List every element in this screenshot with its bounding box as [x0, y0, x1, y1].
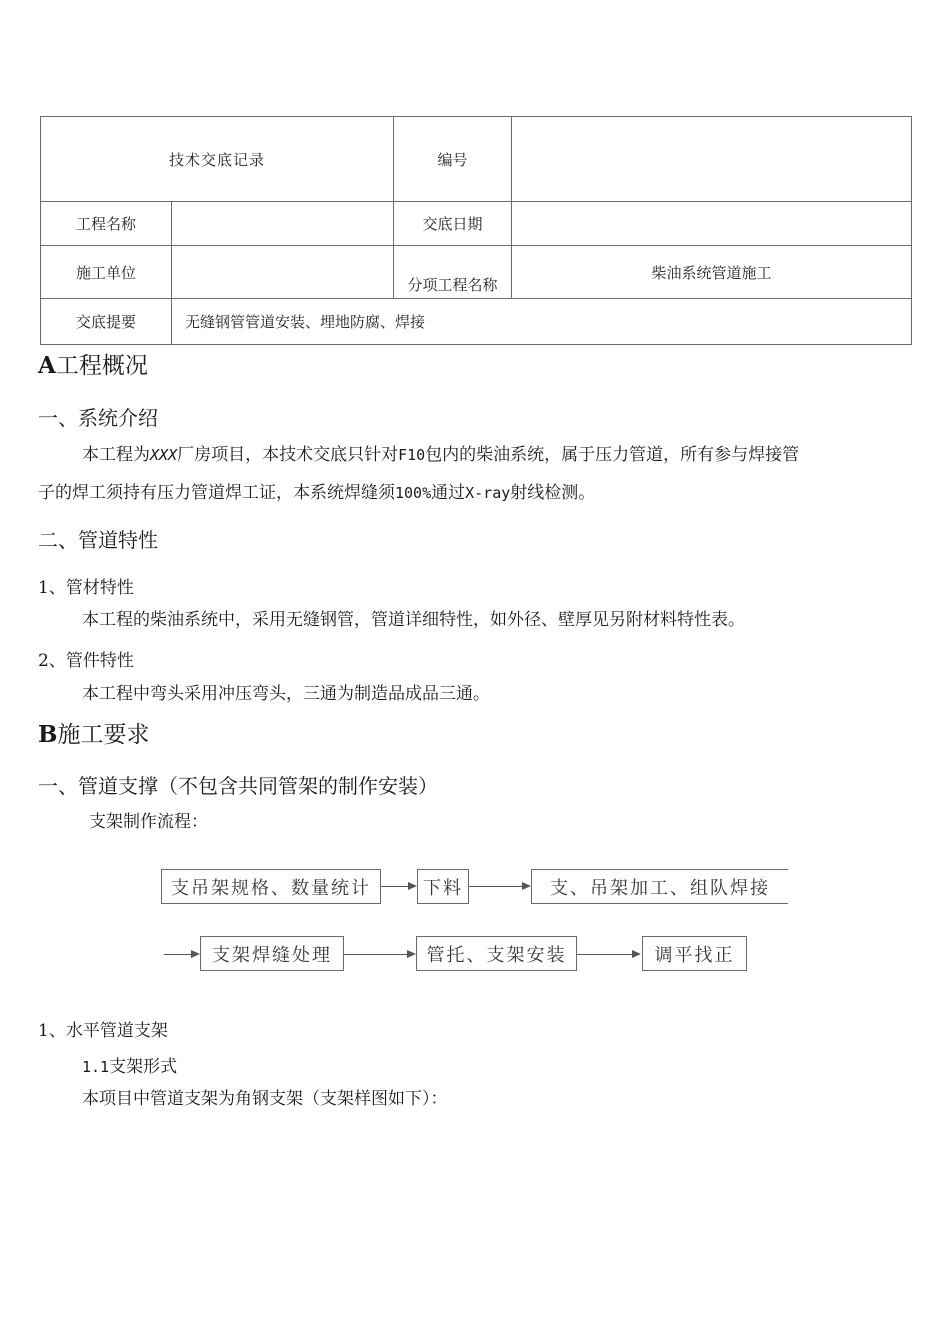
inspection-percent: 100%: [395, 484, 432, 502]
number-label: 编号: [394, 117, 512, 202]
flow-step-weld-treatment: 支架焊缝处理: [200, 936, 344, 971]
section-b-heading: [38, 716, 149, 749]
system-intro-line2: 子的焊工须持有压力管道焊工证，本系统焊缝须100%通过X-ray射线检测。: [38, 483, 596, 503]
contractor-label: 施工单位: [41, 246, 172, 299]
support-form-text: 本项目中管道支架为角钢支架（支架样图如下）：: [82, 1089, 448, 1109]
section-a-title: 工程概况: [55, 353, 148, 379]
flow-arrow-icon: [407, 950, 416, 958]
subitem-label: 分项工程名称: [394, 246, 512, 299]
contractor-value: [172, 246, 394, 299]
fittings-heading: 2、管件特性: [38, 651, 134, 671]
handover-date-label: 交底日期: [394, 202, 512, 246]
pipe-material-heading: 1、管材特性: [38, 578, 134, 598]
package-code: F10: [398, 446, 426, 464]
project-code: XXX: [150, 446, 178, 464]
fittings-text: 本工程中弯头采用冲压弯头，三通为制造品成品三通。: [82, 684, 490, 704]
subitem-value: 柴油系统管道施工: [512, 246, 912, 299]
flow-arrow-icon: [408, 882, 417, 890]
pipe-support-heading: 一、管道支撑（不包含共同管架的制作安装）: [38, 774, 438, 798]
project-name-value: [172, 202, 394, 246]
support-form-heading: [82, 1052, 177, 1077]
flow-step-leveling: 调平找正: [642, 936, 747, 971]
summary-label: 交底提要: [41, 299, 172, 345]
section-b-letter: B: [38, 721, 58, 748]
project-name-label: 工程名称: [41, 202, 172, 246]
xray-term: X-ray: [465, 484, 511, 502]
flow-step-cutting: 下料: [417, 869, 469, 904]
flow-step-installation: 管托、支架安装: [416, 936, 577, 971]
doc-title: 技术交底记录: [41, 117, 394, 202]
support-form-number: 1.1: [82, 1058, 110, 1076]
flow-step-spec-count: 支吊架规格、数量统计: [161, 869, 381, 904]
flow-step-processing-welding: 支、吊架加工、组队焊接: [531, 869, 788, 904]
flow-arrow-icon: [191, 950, 200, 958]
support-form-title: 支架形式: [109, 1057, 178, 1077]
horizontal-support-heading: 1、水平管道支架: [38, 1021, 168, 1041]
flow-connector: [164, 954, 192, 955]
handover-record-table: [40, 116, 912, 345]
section-b-title: 施工要求: [57, 722, 150, 748]
flow-arrow-icon: [632, 950, 641, 958]
summary-value: 无缝钢管管道安装、埋地防腐、焊接: [172, 299, 912, 345]
system-intro-line1: 本工程为XXX厂房项目，本技术交底只针对F10包内的柴油系统，属于压力管道，所有参与焊接管: [82, 445, 800, 465]
flow-intro: 支架制作流程：: [89, 812, 208, 832]
pipe-material-text: 本工程的柴油系统中，采用无缝钢管，管道详细特性，如外径、壁厚见另附材料特性表。: [82, 610, 745, 630]
flow-arrow-icon: [522, 882, 531, 890]
system-intro-heading: 一、系统介绍: [38, 406, 158, 430]
flow-connector: [577, 954, 633, 955]
handover-date-value: [512, 202, 912, 246]
section-a-heading: [38, 347, 148, 380]
flow-connector: [381, 886, 409, 887]
pipe-characteristics-heading: 二、管道特性: [38, 528, 158, 552]
flow-connector: [344, 954, 408, 955]
section-a-letter: A: [38, 352, 56, 379]
flow-connector: [469, 886, 523, 887]
number-value: [512, 117, 912, 202]
